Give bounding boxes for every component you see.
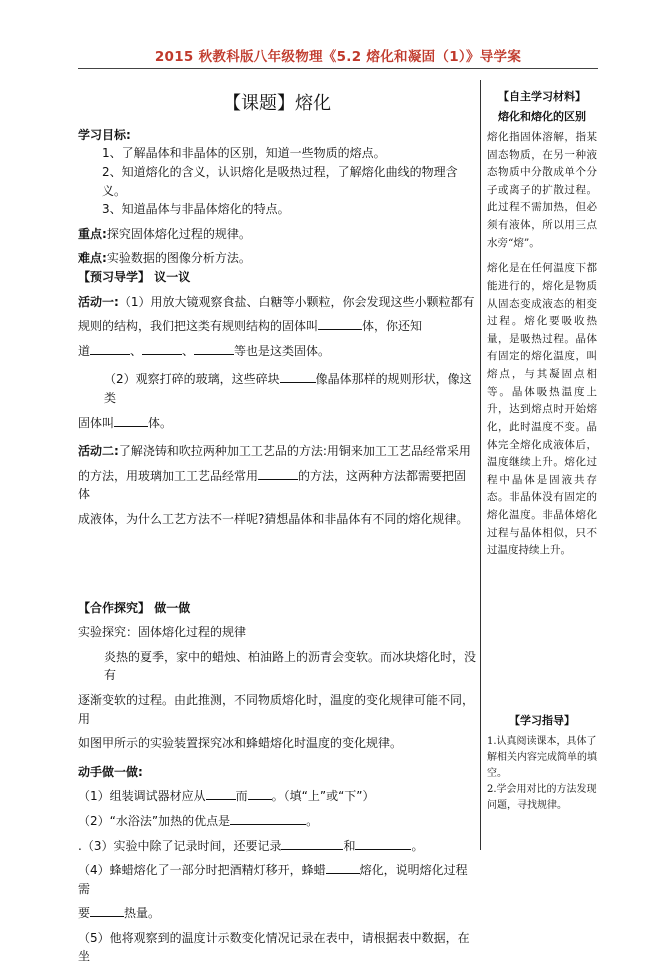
activity-1-text-3b: 、: [130, 343, 143, 358]
activity-1-label: 活动一:: [78, 294, 119, 309]
question-4-text-b: 熔化，说明熔化过程需: [78, 863, 468, 896]
header-rule: [78, 68, 598, 69]
side-paragraph-1: 熔化指固体溶解，指某固态物质，在另一种液态物质中分散成单个分子或离子的扩散过程。此过程不需加热，但必须有液体，所以用三点水旁“熔”。: [487, 130, 597, 249]
hands-on-label: 动手做一做:: [78, 764, 143, 779]
question-5: （5）他将观察到的温度计示数变化情况记录在表中，请根据表中数据，在坐: [78, 930, 470, 964]
activity-1-text-4a: （2）观察打碎的玻璃，这些碎块: [104, 372, 280, 387]
key-point: [78, 225, 476, 244]
blank-crystal[interactable]: [318, 317, 362, 330]
question-2: [78, 812, 476, 831]
question-2-text-b: 。: [306, 813, 319, 828]
explore-para-1: 炎热的夏季，家中的蜡烛、柏油路上的沥青会变软。而冰块熔化时，没有: [104, 649, 477, 683]
activity-1-text-2a: 规则的结构，我们把这类有规则结构的固体叫: [78, 319, 319, 334]
question-4-text-a: （4）蜂蜡熔化了一部分时把酒精灯移开，蜂蜡: [78, 863, 326, 878]
activity-1-text-3d: 等也是这类固体。: [234, 343, 331, 358]
difficulty-text: 实验数据的图像分析方法。: [106, 251, 251, 266]
difficulty: [78, 249, 476, 268]
key-point-text: 探究固体熔化过程的规律。: [106, 226, 251, 241]
question-1-text-c: 。（填“上”或“下”）: [271, 789, 375, 804]
question-3: [78, 837, 476, 856]
side-title: 【自主学习材料】: [498, 90, 586, 103]
activity-1-text-2b: 体，你还知: [362, 319, 423, 334]
question-1-text-b: 而: [235, 789, 248, 804]
question-3-text-c: 。: [411, 838, 424, 853]
goal-item-2: 2、知道熔化的含义，认识熔化是吸热过程，了解熔化曲线的物理含义。: [102, 165, 458, 198]
question-3-text-b: 和: [343, 838, 356, 853]
guide-item-1: 1.认真阅读课本，具体了解相关内容完成简单的填空。: [487, 735, 597, 779]
explore-sub: 做一做: [154, 600, 191, 615]
side-gap: [487, 252, 597, 260]
blank-q3-1[interactable]: [281, 837, 343, 850]
preview-sub: 议一议: [154, 270, 191, 285]
activity-2-label: 活动二:: [78, 444, 119, 459]
blank-q2[interactable]: [230, 812, 306, 825]
activity-2-line-2: [78, 467, 476, 504]
guide-box: [487, 712, 597, 814]
goals-label: 学习目标:: [78, 127, 131, 142]
spacer: [78, 529, 476, 599]
explore-label: 【合作探究】: [78, 600, 151, 615]
difficulty-label: 难点:: [78, 251, 107, 266]
lesson-title: 【课题】熔化: [223, 93, 331, 114]
main-column: [78, 78, 476, 966]
activity-1-text-3a: 道: [78, 343, 91, 358]
activity-1-text-5a: 固体叫: [78, 415, 115, 430]
key-point-label: 重点:: [78, 226, 107, 241]
blank-example-1[interactable]: [90, 342, 130, 355]
explore-para-3: 如图甲所示的实验装置探究冰和蜂蜡熔化时温度的变化规律。: [78, 736, 403, 751]
blank-amorphous[interactable]: [114, 414, 148, 427]
activity-1-text-5b: 体。: [148, 415, 173, 430]
document-header: 2015 秋教科版八年级物理《5.2 熔化和凝固（1）》导学案: [154, 49, 522, 65]
question-4-text-d: 热量。: [124, 906, 161, 921]
guide-title: 【学习指导】: [509, 714, 575, 727]
goal-item-3: 3、知道晶体与非晶体熔化的特点。: [102, 202, 290, 217]
experiment-title: 实验探究：固体熔化过程的规律: [78, 625, 247, 640]
goal-item-1: 1、了解晶体和非晶体的区别，知道一些物质的熔点。: [102, 146, 386, 161]
question-2-text-a: （2）“水浴法”加热的优点是: [78, 813, 231, 828]
activity-1-text-4b: 像晶体那样的规则形状，像这类: [104, 372, 472, 406]
blank-glass-method[interactable]: [258, 467, 298, 480]
explore-para-2: 逐渐变软的过程。由此推测，不同物质熔化时，温度的变化规律可能不同，用: [78, 692, 475, 726]
question-3-text-a: .（3）实验中除了记录时间，还要记录: [78, 838, 282, 853]
activity-1-text-1: （1）用放大镜观察食盐、白糖等小颗粒，你会发现这些小颗粒都有: [118, 294, 475, 309]
question-4-cont: [78, 904, 476, 923]
question-4: [78, 861, 476, 898]
question-1: [78, 787, 476, 806]
blank-q1-from[interactable]: [206, 787, 236, 800]
activity-1-line-4: [78, 370, 476, 407]
side-column: [487, 88, 597, 560]
activity-1-line-3: [78, 342, 476, 361]
column-divider: [480, 80, 481, 850]
blank-q4-1[interactable]: [326, 861, 360, 874]
blank-q1-to[interactable]: [248, 787, 272, 800]
guide-item-2: 2.学会用对比的方法发现问题，寻找规律。: [487, 783, 597, 811]
blank-example-3[interactable]: [194, 342, 234, 355]
activity-2-text-2a: 的方法，用玻璃加工工艺品经常用: [78, 468, 259, 483]
activity-1-line-2: [78, 317, 476, 336]
side-paragraph-2: 熔化是在任何温度下都能进行的，熔化是物质从固态变成液态的相变过程。熔化要吸收热量，是吸热过程。晶体有固定的熔化温度，叫熔点，与其凝固点相等。晶体吸热温度上升，达到熔点时开始熔化，此时温度不变。晶体完全熔化成液体后，温度继续上升。熔化过程中晶体是固液共存态。非晶体没有固定的熔化温度。非晶体熔化过程与晶体相似，只不过温度持续上升。: [487, 262, 597, 557]
preview-heading: [78, 268, 476, 287]
preview-label: 【预习导学】: [78, 270, 151, 285]
blank-q3-2[interactable]: [355, 837, 411, 850]
activity-2-line-3: 成液体，为什么工艺方法不一样呢?猜想晶体和非晶体有不同的熔化规律。: [78, 511, 469, 526]
question-1-text-a: （1）组装调试器材应从: [78, 789, 206, 804]
activity-2-text-2b: 的方法，这两种方法都需要把固体: [78, 468, 467, 502]
question-4-text-c: 要: [78, 906, 91, 921]
blank-example-2[interactable]: [142, 342, 182, 355]
blank-glass-shape[interactable]: [280, 370, 316, 383]
activity-1-line-5: [78, 414, 476, 433]
activity-2-text-1: 了解浇铸和吹拉两种加工工艺品的方法:用铜来加工工艺品经常采用: [118, 444, 471, 459]
side-subtitle: 熔化和熔化的区别: [498, 110, 586, 124]
explore-heading: [78, 599, 476, 618]
activity-1-text-3c: 、: [182, 343, 195, 358]
blank-q4-2[interactable]: [90, 904, 124, 917]
activity-1-line-1: [78, 293, 476, 312]
activity-2-line-1: [78, 442, 476, 461]
